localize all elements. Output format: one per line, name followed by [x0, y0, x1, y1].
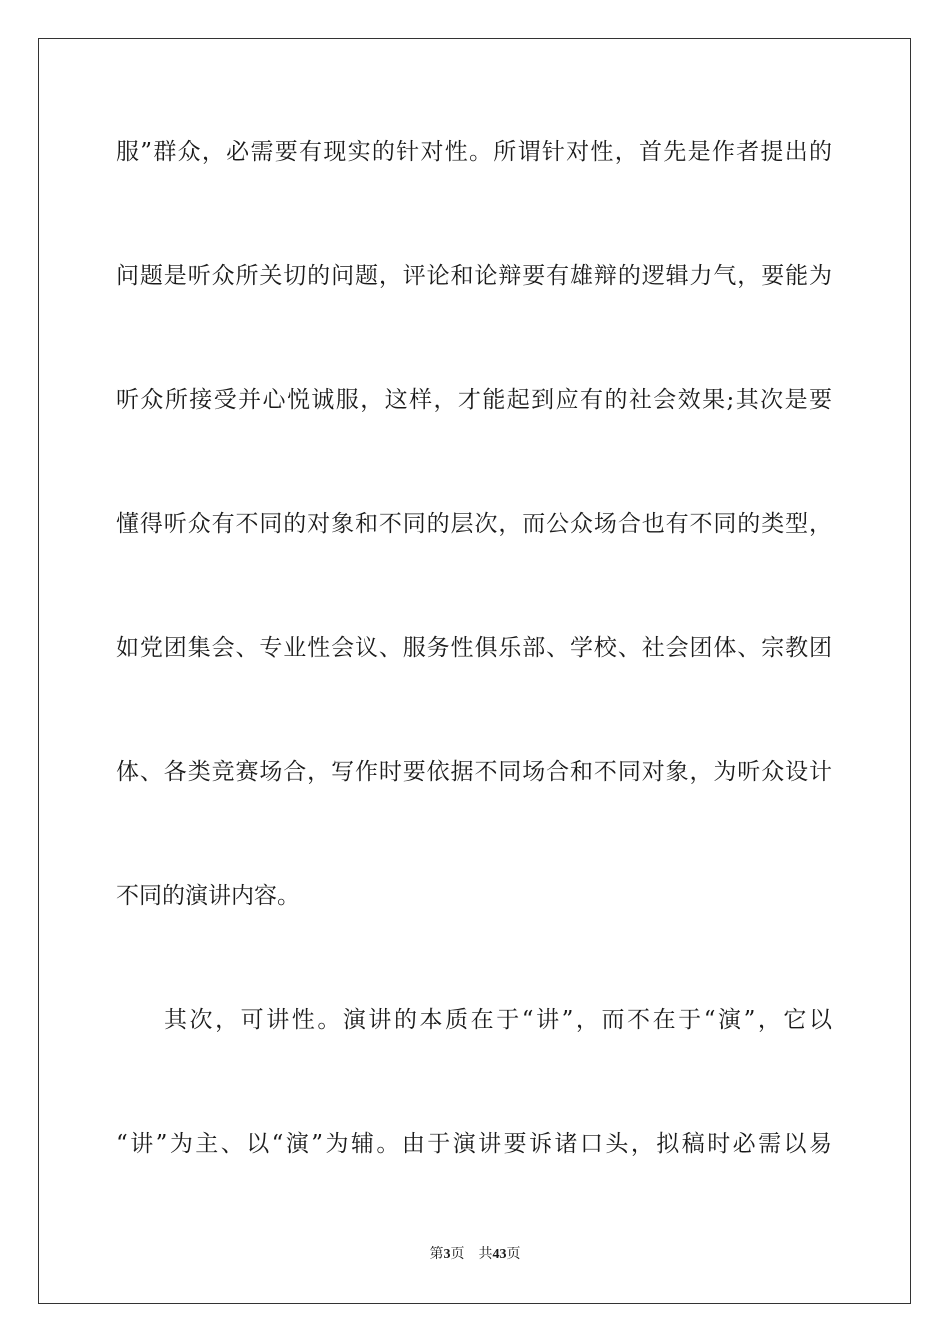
- total-pages: 43: [492, 1247, 507, 1262]
- page-footer: [0, 1246, 950, 1264]
- body-text-line: 如党团集会、专业性会议、服务性俱乐部、学校、社会团体、宗教团: [116, 635, 832, 661]
- total-label-suffix: 页: [506, 1247, 521, 1262]
- page-label-suffix: 页: [450, 1247, 465, 1262]
- paragraph-first-line: 其次，可讲性。演讲的本质在于“讲”，而不在于“演”，它以: [164, 1007, 832, 1033]
- body-text-line: 听众所接受并心悦诚服，这样，才能起到应有的社会效果;其次是要: [116, 387, 832, 413]
- body-text-line: “讲”为主、以“演”为辅。由于演讲要诉诸口头，拟稿时必需以易: [116, 1131, 832, 1157]
- page-border: [38, 38, 911, 1304]
- page-label-prefix: 第: [429, 1247, 444, 1262]
- page-number: 3: [443, 1247, 451, 1262]
- body-text-line: 问题是听众所关切的问题，评论和论辩要有雄辩的逻辑力气，要能为: [116, 263, 832, 289]
- body-text-line: 不同的演讲内容。: [116, 883, 300, 909]
- body-text-line: 懂得听众有不同的对象和不同的层次，而公众场合也有不同的类型，: [116, 511, 832, 537]
- body-text-line: 体、各类竞赛场合，写作时要依据不同场合和不同对象，为听众设计: [116, 759, 832, 785]
- body-text-line: 服”群众，必需要有现实的针对性。所谓针对性，首先是作者提出的: [116, 139, 832, 165]
- total-label-prefix: 共: [478, 1247, 493, 1262]
